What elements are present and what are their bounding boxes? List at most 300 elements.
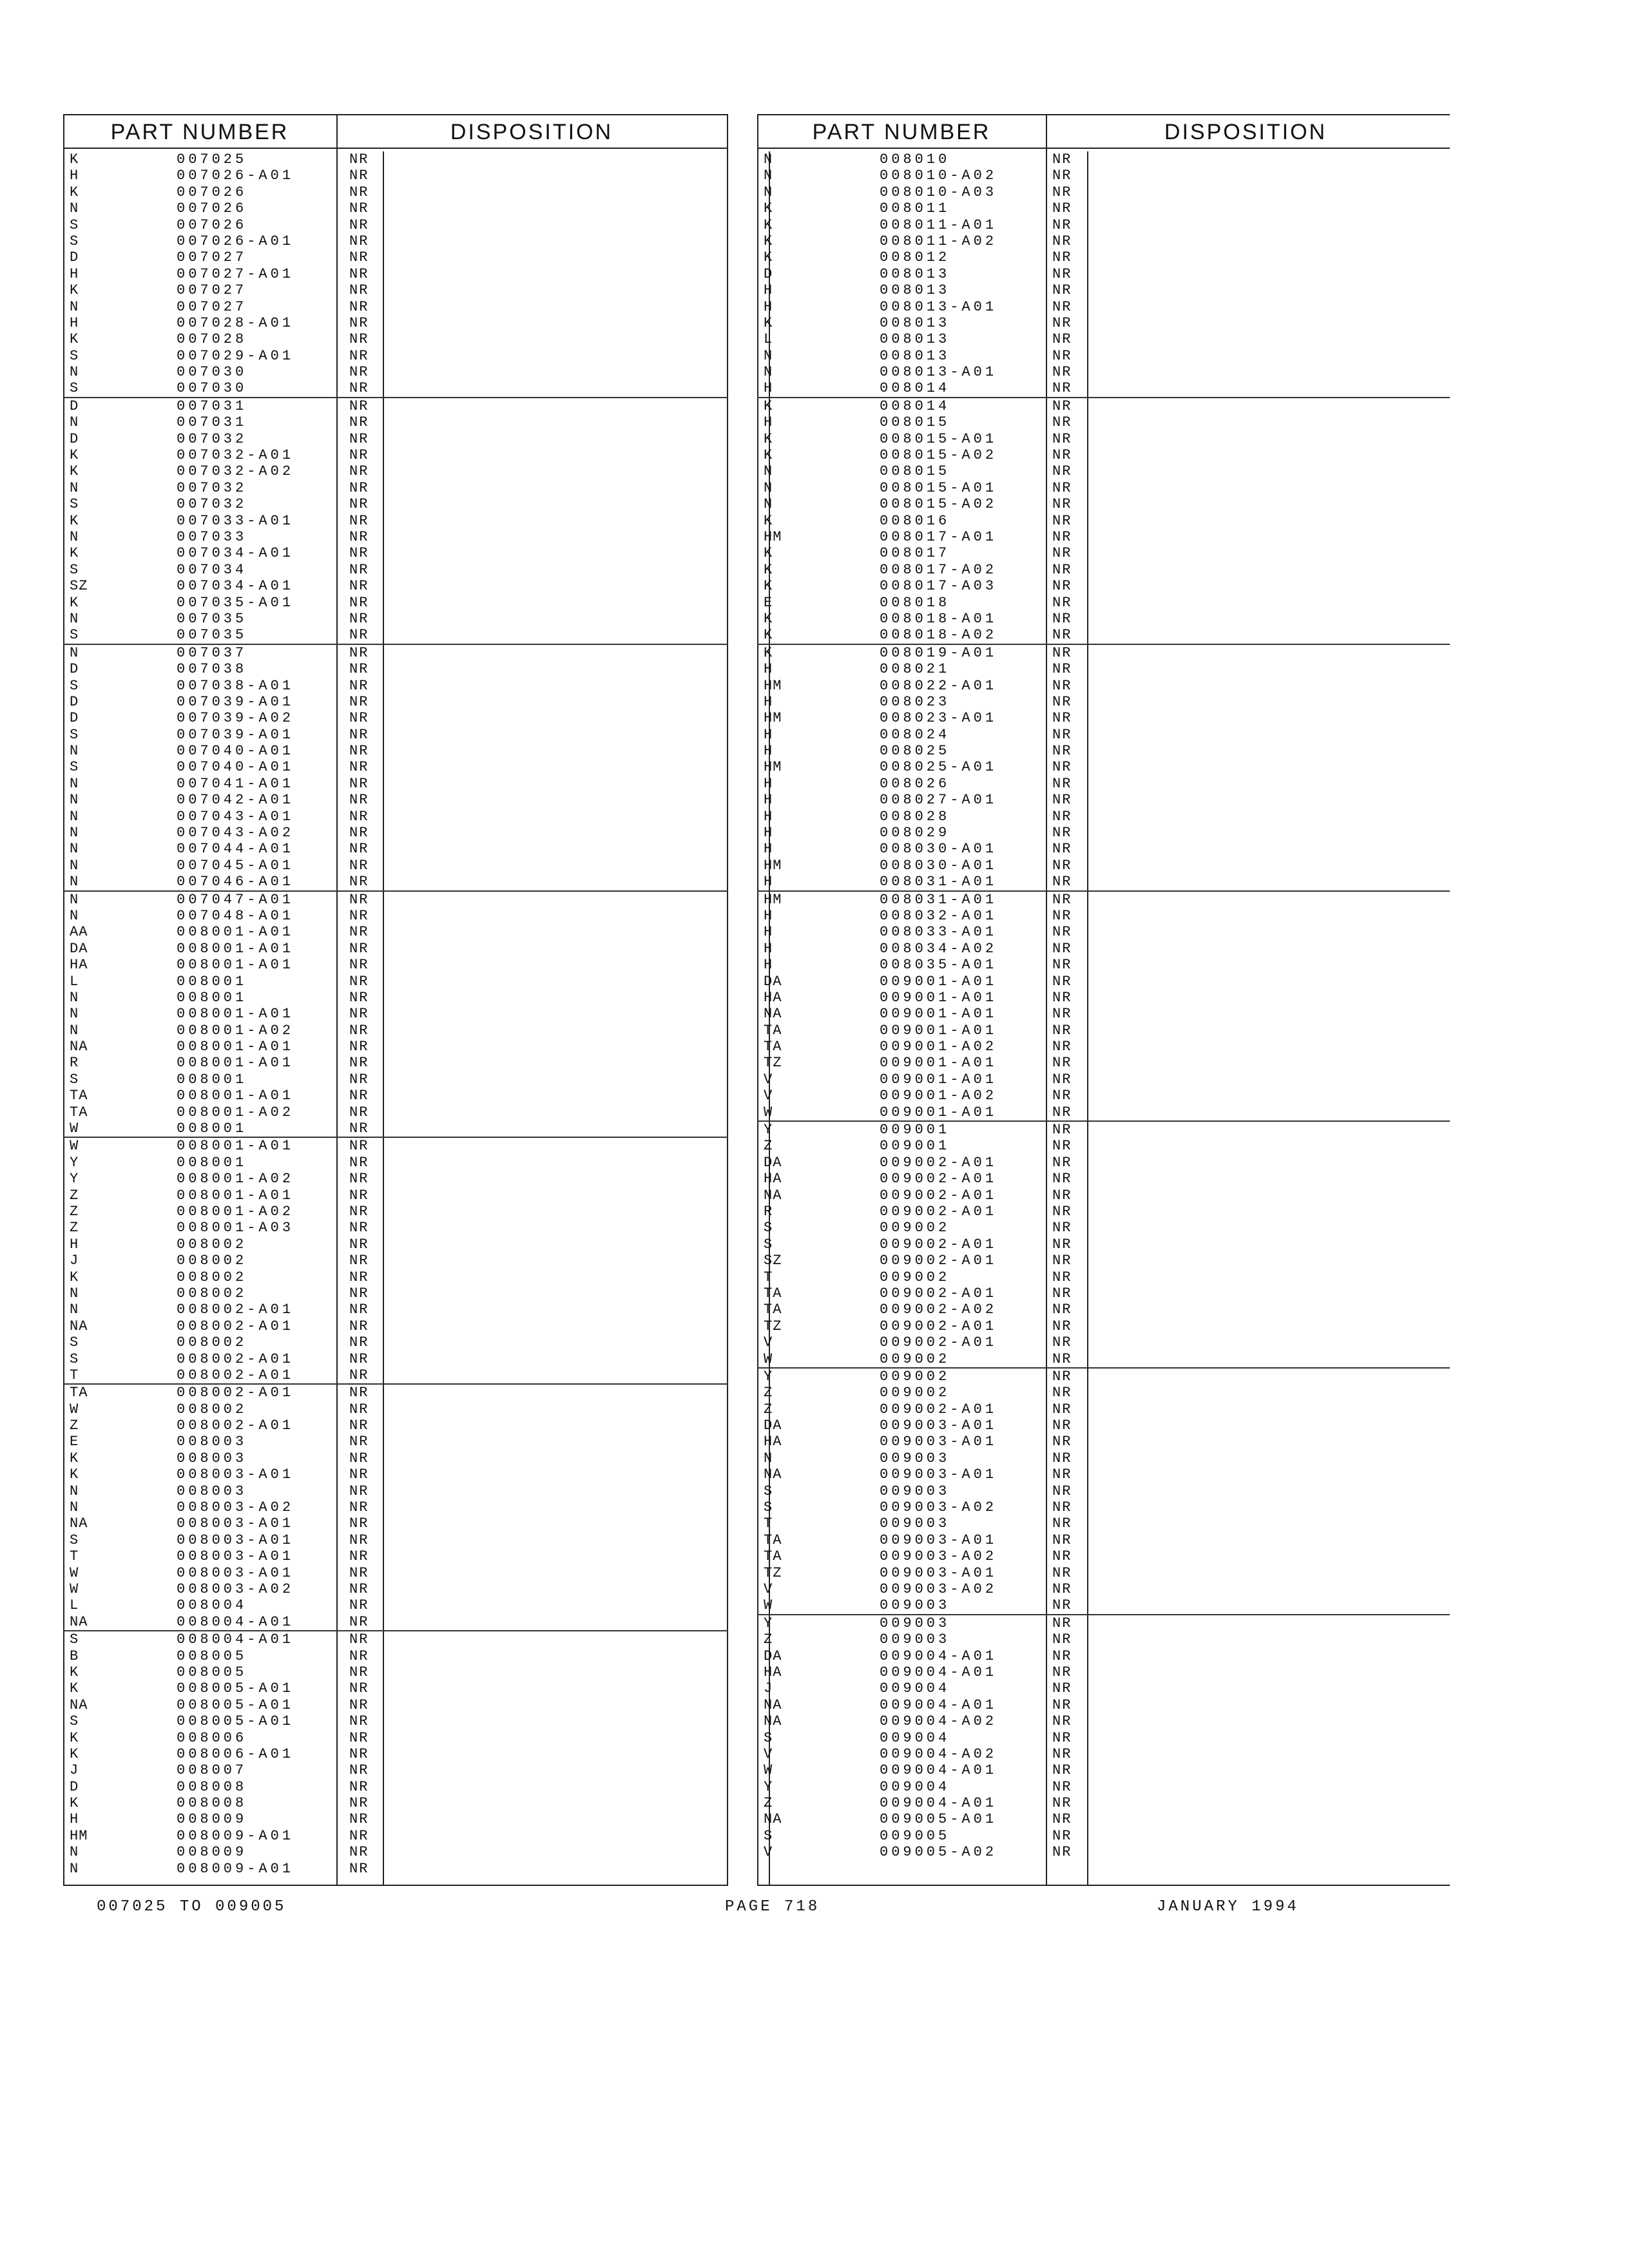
vendor-code-cell: N (764, 151, 773, 168)
vendor-code-cell: N (764, 463, 773, 480)
table-row (757, 1055, 1450, 1071)
table-row (63, 841, 728, 857)
part-number-cell: 009004-A01 (880, 1795, 998, 1812)
table-row (63, 1334, 728, 1350)
part-number-cell: 009002 (880, 1350, 950, 1367)
disposition-cell: NR (349, 1055, 369, 1072)
disposition-cell: NR (1052, 1368, 1072, 1385)
disposition-cell: NR (1052, 874, 1072, 890)
disposition-cell: NR (1052, 1285, 1072, 1302)
part-number-cell: 009002-A01 (880, 1285, 998, 1302)
part-number-cell: 009002 (880, 1385, 950, 1401)
table-row (757, 529, 1450, 545)
part-number-cell: 007032-A02 (177, 463, 294, 480)
vendor-code-cell: H (764, 907, 773, 924)
vendor-code-cell: N (764, 168, 773, 184)
part-number-cell: 007045-A01 (177, 857, 294, 874)
table-row (757, 380, 1450, 398)
disposition-cell: NR (349, 1450, 369, 1466)
vendor-code-cell: K (70, 282, 79, 299)
disposition-cell: NR (1052, 792, 1072, 809)
vendor-code-cell: Z (764, 1138, 773, 1155)
table-row (63, 513, 728, 529)
table-row (757, 1418, 1450, 1434)
part-number-cell: 009001 (880, 1122, 950, 1139)
table-row (63, 1844, 728, 1860)
table-row (757, 233, 1450, 249)
disposition-cell: NR (1052, 957, 1072, 974)
disposition-cell: NR (1052, 561, 1072, 578)
header-rule (757, 148, 1450, 149)
disposition-cell: NR (349, 1564, 369, 1581)
table-row (63, 694, 728, 710)
table-row (757, 1171, 1450, 1187)
vendor-code-cell: Y (70, 1171, 79, 1187)
table-row (63, 1483, 728, 1499)
part-number-cell: 007033 (177, 528, 247, 545)
disposition-cell: NR (1052, 1434, 1072, 1450)
table-row (63, 1039, 728, 1055)
part-number-cell: 009002-A01 (880, 1171, 998, 1187)
disposition-cell: NR (1052, 200, 1072, 217)
table-row (757, 1548, 1450, 1564)
disposition-cell: NR (349, 1253, 369, 1269)
part-number-cell: 007039-A01 (177, 726, 294, 743)
vendor-code-cell: K (764, 216, 773, 233)
vendor-code-cell: K (764, 447, 773, 464)
table-row (63, 578, 728, 594)
table-row (757, 1138, 1450, 1154)
table-row (757, 1401, 1450, 1418)
disposition-cell: NR (1052, 973, 1072, 990)
vendor-code-cell: K (70, 1795, 79, 1812)
disposition-cell: NR (349, 1350, 369, 1367)
part-number-cell: 009002 (880, 1368, 950, 1385)
part-number-cell: 008025-A01 (880, 759, 998, 776)
disposition-cell: NR (349, 347, 369, 364)
part-number-cell: 007028-A01 (177, 314, 294, 331)
disposition-cell: NR (349, 314, 369, 331)
table-row (757, 1680, 1450, 1696)
table-row (63, 1055, 728, 1071)
table-row (63, 1614, 728, 1631)
part-number-cell: 009002-A02 (880, 1302, 998, 1318)
disposition-cell: NR (349, 463, 369, 480)
table-row (757, 678, 1450, 694)
part-number-cell: 008009-A01 (177, 1827, 294, 1844)
disposition-cell: NR (349, 1483, 369, 1499)
vendor-code-cell: S (764, 1499, 773, 1516)
vendor-code-cell: TZ (764, 1318, 782, 1334)
table-row (757, 1334, 1450, 1350)
disposition-cell: NR (349, 1778, 369, 1795)
part-number-cell: 008001-A01 (177, 1138, 294, 1155)
table-row (757, 1746, 1450, 1762)
vendor-code-cell: N (70, 1499, 79, 1516)
part-number-cell: 008032-A01 (880, 907, 998, 924)
disposition-cell: NR (1052, 1729, 1072, 1746)
vendor-code-cell: DA (70, 940, 88, 957)
part-number-cell: 009005-A02 (880, 1844, 998, 1861)
part-number-cell: 009002-A01 (880, 1334, 998, 1351)
vendor-code-cell: N (70, 825, 79, 841)
disposition-cell: NR (349, 414, 369, 431)
top-rule (757, 114, 1450, 115)
table-row (63, 1318, 728, 1334)
vendor-code-cell: TA (70, 1088, 88, 1104)
vendor-code-cell: NA (764, 1006, 782, 1023)
vendor-code-cell: S (70, 561, 79, 578)
disposition-cell: NR (1052, 545, 1072, 562)
table-row (757, 513, 1450, 529)
table-row (757, 743, 1450, 759)
table-row (757, 398, 1450, 414)
disposition-cell: NR (349, 874, 369, 890)
part-number-cell: 007039-A02 (177, 710, 294, 727)
table-row (757, 611, 1450, 627)
vendor-code-cell: TZ (764, 1055, 782, 1072)
part-number-cell: 007027-A01 (177, 265, 294, 282)
part-number-cell: 008003-A01 (177, 1515, 294, 1532)
table-row (63, 414, 728, 430)
vendor-code-cell: Z (70, 1418, 79, 1434)
table-row (63, 1023, 728, 1039)
table-row (63, 233, 728, 249)
table-row (757, 1499, 1450, 1515)
vendor-code-cell: HM (764, 710, 782, 727)
table-row (63, 331, 728, 347)
part-number-cell: 008019-A01 (880, 644, 998, 661)
disposition-cell: NR (349, 989, 369, 1006)
vendor-code-cell: S (764, 1220, 773, 1236)
vendor-code-cell: W (70, 1564, 79, 1581)
table-row (63, 908, 728, 924)
disposition-cell: NR (349, 479, 369, 496)
part-number-cell: 008013 (880, 265, 950, 282)
vendor-code-cell: H (70, 265, 79, 282)
vendor-code-cell: W (764, 1762, 773, 1779)
part-number-cell: 009002-A01 (880, 1236, 998, 1253)
vendor-code-cell: S (764, 1729, 773, 1746)
disposition-cell: NR (349, 1713, 369, 1730)
table-row (63, 1367, 728, 1385)
part-number-cell: 008008 (177, 1795, 247, 1812)
table-row (757, 200, 1450, 216)
disposition-cell: NR (1052, 1302, 1072, 1318)
table-row (63, 1515, 728, 1532)
disposition-cell: NR (1052, 1104, 1072, 1120)
vendor-code-cell: Y (70, 1154, 79, 1171)
disposition-cell: NR (1052, 1318, 1072, 1334)
part-number-cell: 008003-A02 (177, 1499, 294, 1516)
part-number-cell: 008001 (177, 973, 247, 990)
vendor-code-cell: HM (764, 528, 782, 545)
table-row (757, 1581, 1450, 1597)
part-number-cell: 007026 (177, 200, 247, 217)
table-row (757, 1072, 1450, 1088)
part-number-cell: 008002 (177, 1401, 247, 1418)
vendor-code-cell: S (70, 726, 79, 743)
page-date: JANUARY 1994 (1157, 1898, 1299, 1916)
part-number-cell: 007040-A01 (177, 759, 294, 776)
vendor-code-cell: S (764, 1483, 773, 1499)
disposition-cell: NR (1052, 1483, 1072, 1499)
part-number-cell: 009004-A01 (880, 1648, 998, 1664)
table-row (757, 858, 1450, 874)
vendor-code-cell: N (70, 1022, 79, 1039)
vendor-code-cell: Z (764, 1795, 773, 1812)
part-number-cell: 008015 (880, 463, 950, 480)
part-number-cell: 008030-A01 (880, 841, 998, 858)
part-number-cell: 009001-A01 (880, 1104, 998, 1120)
vendor-code-cell: H (764, 380, 773, 397)
part-number-cell: 008003-A01 (177, 1532, 294, 1548)
table-row (63, 463, 728, 479)
disposition-cell: NR (1052, 759, 1072, 776)
table-row (757, 908, 1450, 924)
part-number-cell: 008001-A01 (177, 1055, 294, 1072)
table-row (757, 694, 1450, 710)
vendor-code-cell: H (764, 414, 773, 431)
part-number-cell: 007034-A01 (177, 545, 294, 562)
part-number-cell: 007027 (177, 249, 247, 266)
table-row (63, 1466, 728, 1483)
table-row (757, 990, 1450, 1006)
table-body (63, 151, 728, 1877)
vendor-code-cell: HA (764, 1664, 782, 1680)
part-number-cell: 008013-A01 (880, 364, 998, 381)
vendor-code-cell: Y (764, 1778, 773, 1795)
disposition-cell: NR (1052, 1253, 1072, 1269)
part-number-cell: 008012 (880, 249, 950, 266)
disposition-cell: NR (1052, 1122, 1072, 1139)
vendor-code-cell: Z (70, 1220, 79, 1236)
vendor-code-cell: H (764, 841, 773, 858)
table-row (63, 957, 728, 973)
disposition-cell: NR (1052, 1450, 1072, 1466)
vendor-code-cell: H (764, 957, 773, 974)
vendor-code-cell: H (764, 775, 773, 792)
disposition-cell: NR (349, 907, 369, 924)
disposition-cell: NR (349, 398, 369, 414)
table-row (63, 1285, 728, 1302)
disposition-cell: NR (1052, 940, 1072, 957)
part-number-cell: 007031 (177, 398, 247, 414)
table-row (757, 1664, 1450, 1680)
disposition-cell: NR (349, 1664, 369, 1680)
table-row (63, 1450, 728, 1466)
vendor-code-cell: T (70, 1548, 79, 1565)
part-number-cell: 007030 (177, 380, 247, 397)
table-row (757, 892, 1450, 908)
table-row (757, 710, 1450, 726)
table-row (757, 941, 1450, 957)
vendor-code-cell: N (70, 1302, 79, 1318)
part-number-cell: 008014 (880, 380, 950, 397)
part-number-cell: 008013 (880, 331, 950, 348)
disposition-cell: NR (349, 1762, 369, 1779)
part-number-cell: 008011-A02 (880, 233, 998, 249)
vendor-code-cell: W (764, 1350, 773, 1367)
part-number-cell: 009001-A02 (880, 1039, 998, 1055)
table-row (757, 727, 1450, 743)
disposition-cell: NR (1052, 1564, 1072, 1581)
table-row (757, 1318, 1450, 1334)
disposition-cell: NR (1052, 1138, 1072, 1155)
table-row (757, 168, 1450, 184)
disposition-cell: NR (349, 1204, 369, 1220)
part-number-cell: 008003-A01 (177, 1466, 294, 1483)
table-row (757, 348, 1450, 364)
parts-table-right (757, 114, 1450, 1886)
disposition-cell: NR (349, 1515, 369, 1532)
table-row (757, 1730, 1450, 1746)
table-row (63, 941, 728, 957)
disposition-cell: NR (349, 1466, 369, 1483)
part-number-cell: 008005-A01 (177, 1680, 294, 1697)
disposition-cell: NR (349, 1729, 369, 1746)
disposition-cell: NR (1052, 775, 1072, 792)
disposition-cell: NR (349, 1269, 369, 1285)
disposition-cell: NR (1052, 1187, 1072, 1204)
vendor-code-cell: H (70, 314, 79, 331)
vendor-code-cell: N (70, 874, 79, 890)
table-row (63, 348, 728, 364)
vendor-code-cell: R (70, 1055, 79, 1072)
part-number-cell: 008001-A01 (177, 940, 294, 957)
disposition-cell: NR (349, 282, 369, 299)
table-row (757, 1483, 1450, 1499)
table-row (63, 1795, 728, 1811)
vendor-code-cell: Z (70, 1204, 79, 1220)
part-number-cell: 007035 (177, 610, 247, 627)
disposition-cell: NR (349, 545, 369, 562)
table-row (63, 562, 728, 578)
part-number-cell: 007048-A01 (177, 907, 294, 924)
part-number-cell: 009003-A01 (880, 1466, 998, 1483)
part-number-cell: 009001 (880, 1138, 950, 1155)
disposition-cell: NR (1052, 1088, 1072, 1104)
vendor-code-cell: W (70, 1581, 79, 1597)
part-number-cell: 007043-A02 (177, 825, 294, 841)
vendor-code-cell: Y (764, 1368, 773, 1385)
disposition-cell: NR (1052, 1795, 1072, 1812)
part-number-cell: 009004-A02 (880, 1713, 998, 1730)
part-number-cell: 007035 (177, 627, 247, 644)
vendor-code-cell: H (764, 661, 773, 678)
table-row (63, 1253, 728, 1269)
table-row (757, 562, 1450, 578)
part-number-cell: 008001-A02 (177, 1204, 294, 1220)
vendor-code-cell: D (70, 661, 79, 678)
vendor-code-cell: S (70, 233, 79, 249)
table-row (63, 1088, 728, 1104)
table-row (63, 480, 728, 496)
table-row (63, 1664, 728, 1680)
vendor-code-cell: N (70, 1860, 79, 1877)
disposition-cell: NR (349, 1581, 369, 1597)
part-number-cell: 009003-A01 (880, 1434, 998, 1450)
vendor-code-cell: S (70, 1631, 79, 1648)
disposition-cell: NR (349, 1401, 369, 1418)
disposition-cell: NR (1052, 627, 1072, 644)
table-row (63, 990, 728, 1006)
vendor-code-cell: N (70, 414, 79, 431)
disposition-cell: NR (349, 957, 369, 974)
vendor-code-cell: K (764, 430, 773, 447)
vendor-code-cell: S (70, 1713, 79, 1730)
vendor-code-cell: L (764, 331, 773, 348)
disposition-cell: NR (1052, 1778, 1072, 1795)
part-number-cell: 008013 (880, 314, 950, 331)
disposition-cell: NR (349, 1434, 369, 1450)
table-row (757, 1697, 1450, 1713)
disposition-cell: NR (349, 216, 369, 233)
part-number-cell: 008015-A01 (880, 479, 998, 496)
table-row (63, 1269, 728, 1285)
vendor-code-cell: Z (70, 1187, 79, 1204)
table-row (757, 1532, 1450, 1548)
disposition-cell: NR (1052, 1350, 1072, 1367)
table-row (757, 1631, 1450, 1648)
table-row (63, 710, 728, 726)
vendor-code-cell: K (764, 610, 773, 627)
vendor-code-cell: NA (764, 1187, 782, 1204)
table-row (757, 1450, 1450, 1466)
disposition-cell: NR (1052, 710, 1072, 727)
part-number-cell: 008002-A01 (177, 1418, 294, 1434)
part-number-cell: 008007 (177, 1762, 247, 1779)
table-row (757, 1369, 1450, 1385)
part-number-cell: 008031-A01 (880, 874, 998, 890)
vendor-code-cell: DA (764, 1418, 782, 1434)
part-number-cell: 007032 (177, 430, 247, 447)
part-number-cell: 009003 (880, 1450, 950, 1466)
table-row (757, 1204, 1450, 1220)
vendor-code-cell: TA (764, 1285, 782, 1302)
table-row (63, 1762, 728, 1778)
part-number-cell: 008001 (177, 989, 247, 1006)
vendor-code-cell: N (70, 743, 79, 760)
vendor-code-cell: J (764, 1680, 773, 1697)
part-number-cell: 008010 (880, 151, 950, 168)
table-row (63, 611, 728, 627)
part-number-cell: 007026 (177, 184, 247, 200)
part-number-cell: 008006 (177, 1729, 247, 1746)
disposition-cell: NR (349, 1071, 369, 1088)
disposition-cell: NR (349, 775, 369, 792)
vendor-code-cell: H (764, 924, 773, 941)
vendor-code-cell: TA (70, 1104, 88, 1120)
disposition-cell: NR (349, 891, 369, 908)
table-row (63, 809, 728, 825)
vendor-code-cell: N (70, 989, 79, 1006)
vendor-code-cell: D (70, 398, 79, 414)
page-number: PAGE 718 (725, 1898, 820, 1916)
vendor-code-cell: K (764, 314, 773, 331)
table-row (63, 1828, 728, 1844)
disposition-cell: NR (349, 512, 369, 529)
vendor-code-cell: R (764, 1204, 773, 1220)
part-number-cell: 008009-A01 (177, 1860, 294, 1877)
part-number-cell: 008018-A01 (880, 610, 998, 627)
disposition-cell: NR (1052, 1204, 1072, 1220)
disposition-cell: NR (349, 1844, 369, 1861)
table-row (63, 200, 728, 216)
disposition-cell: NR (1052, 314, 1072, 331)
disposition-cell: NR (1052, 1615, 1072, 1631)
disposition-cell: NR (349, 1006, 369, 1023)
